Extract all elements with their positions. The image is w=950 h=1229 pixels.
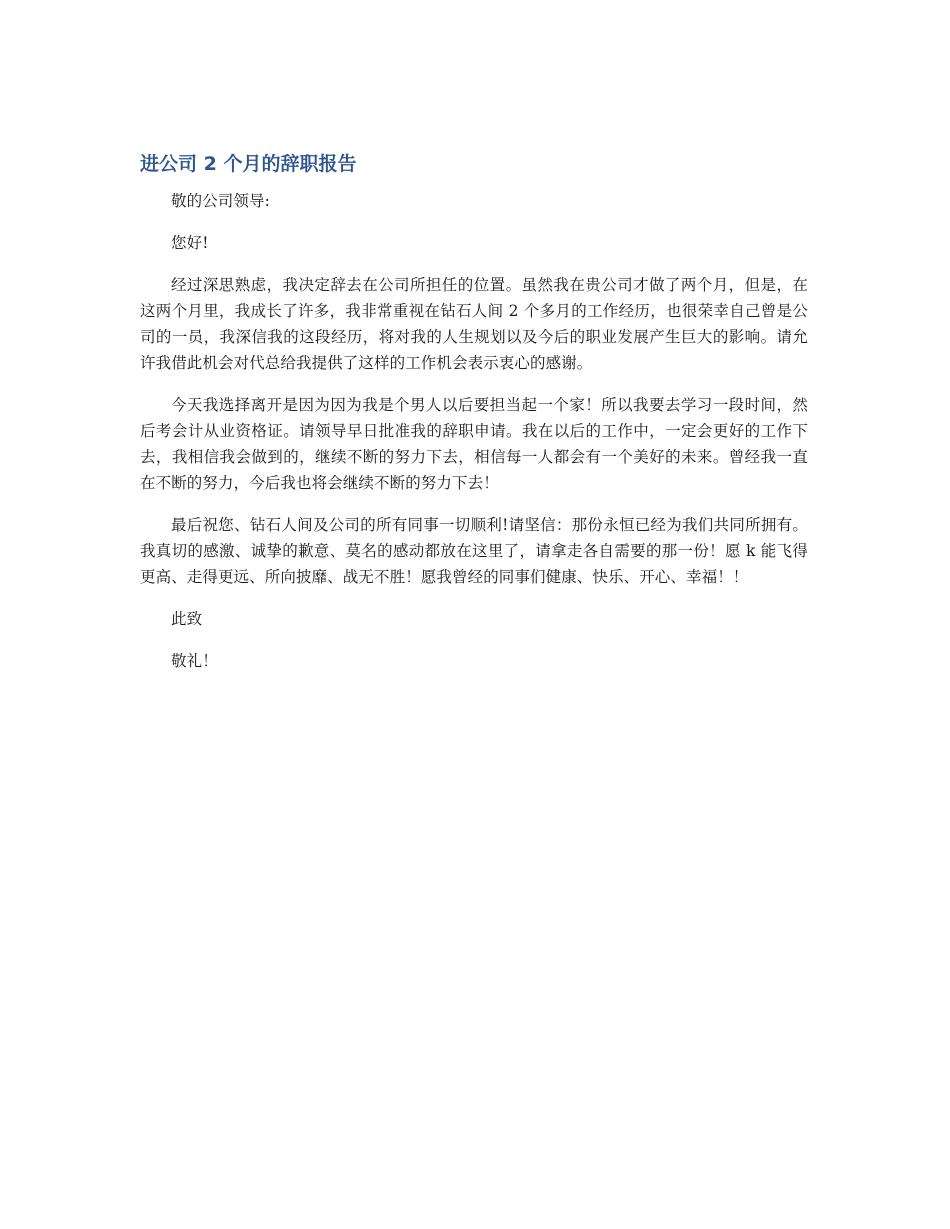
regards: 敬礼！ bbox=[171, 652, 218, 670]
body-paragraph: 今天我选择离开是因为因为我是个男人以后要担当起一个家！所以我要去学习一段时间，然后考会计从业资格证。请领导早日批准我的辞职申请。我在以后的工作中，一定会更好的工作下去，我相信我会做到的，继续不断的努力下去，相信每一人都会有一个美好的未来。曾经我一直在不断的努力，今后我也将会继续不断的努力下去！ bbox=[140, 396, 808, 492]
salutation: 敬的公司领导: bbox=[171, 192, 270, 210]
document-title: 进公司 2 个月的辞职报告 bbox=[140, 153, 357, 175]
body-paragraph: 经过深思熟虑，我决定辞去在公司所担任的位置。虽然我在贵公司才做了两个月，但是，在这两个月里，我成长了许多，我非常重视在钻石人间 2 个多月的工作经历，也很荣幸自己曾是公司的一员，我深信我的这段经历，将对我的人生规划以及今后的职业发展产生巨大的影响。请允许我借此机会对代总给我提供了这样的工作机会表示衷心的感谢。 bbox=[140, 276, 808, 372]
closing: 此致 bbox=[171, 610, 203, 628]
body-paragraph: 最后祝您、钻石人间及公司的所有同事一切顺利!请坚信：那份永恒已经为我们共同所拥有。我真切的感激、诚挚的歉意、莫名的感动都放在这里了，请拿走各自需要的那一份！愿 k 能飞得更高、走得更远、所向披靡、战无不胜！愿我曾经的同事们健康、快乐、开心、幸福！！ bbox=[140, 516, 808, 586]
greeting: 您好! bbox=[171, 234, 209, 252]
document-page bbox=[140, 148, 808, 690]
